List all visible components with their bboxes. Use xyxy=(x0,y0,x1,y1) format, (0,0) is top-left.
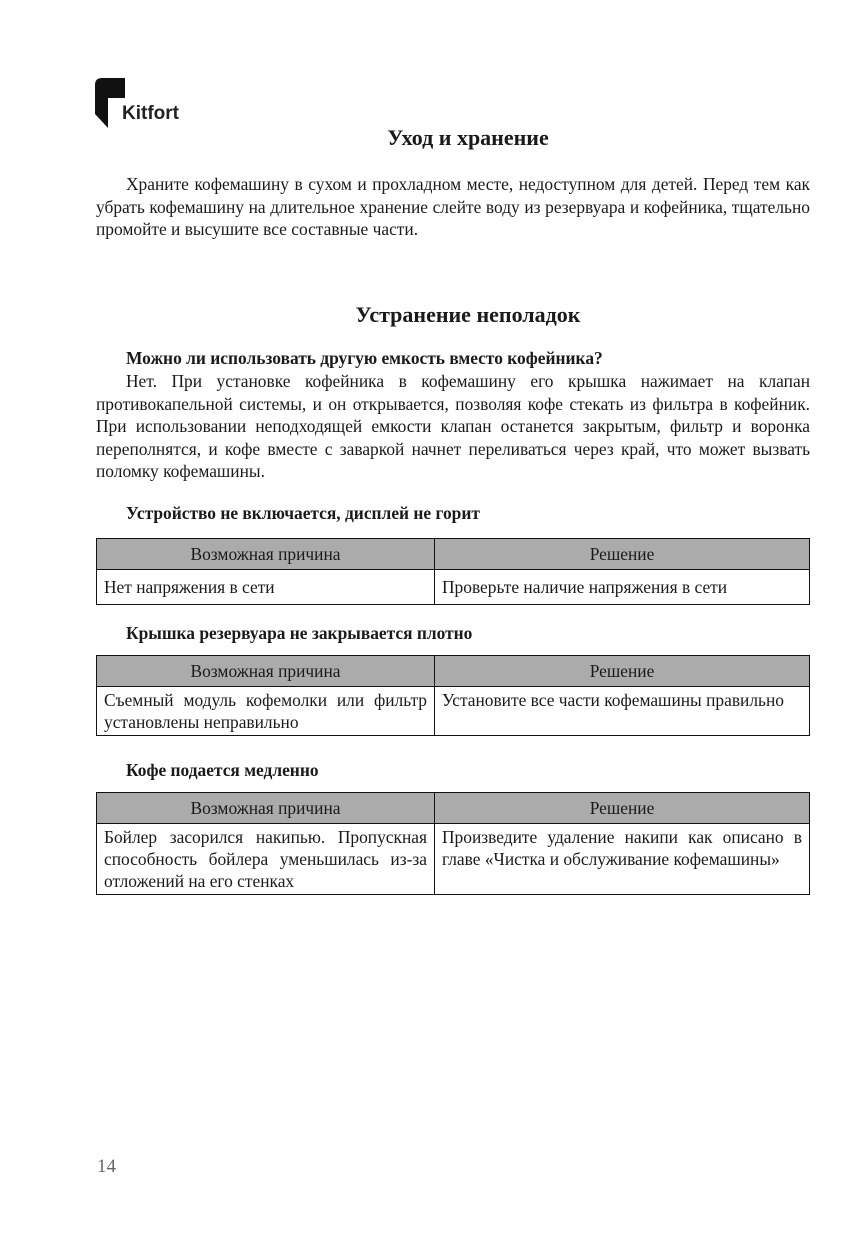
faq-answer: Нет. При установке кофейника в кофемашину его крышка нажимает на клапан противокапельной системы, и он открывается, позволяя кофе стекать из фильтра в кофейник. При использовании неподходящей емкости клапан останется закрытым, фильтр и воронка переполнятся, и кофе вместе с заваркой начнет переливаться через край, что может вызвать поломку кофемашины. xyxy=(96,371,810,481)
column-cause-header: Возможная причина xyxy=(97,656,435,687)
column-solution-header: Решение xyxy=(435,539,810,570)
problem-table xyxy=(96,538,810,605)
problem-title: Устройство не включается, дисплей не горит xyxy=(126,503,480,523)
table-row xyxy=(97,824,810,895)
solution-cell: Произведите удаление накипи как описано в главе «Чистка и обслуживание кофемашины» xyxy=(435,824,810,895)
table-header-row xyxy=(97,656,810,687)
kitfort-logo-icon xyxy=(95,78,125,128)
table-header-row xyxy=(97,539,810,570)
problem-table xyxy=(96,655,810,736)
column-cause-header: Возможная причина xyxy=(97,793,435,824)
logo-text: Kitfort xyxy=(122,103,179,124)
problem-title: Кофе подается медленно xyxy=(126,760,319,780)
solution-cell: Проверьте наличие напряжения в сети xyxy=(435,570,810,605)
column-solution-header: Решение xyxy=(435,793,810,824)
solution-cell: Установите все части кофемашины правильно xyxy=(435,687,810,736)
cause-cell: Бойлер засорился накипью. Пропускная способность бойлера уменьшилась из-за отложений на его стенках xyxy=(97,824,435,895)
troubleshooting-title: Устранение неполадок xyxy=(355,302,581,327)
table-row xyxy=(97,687,810,736)
column-solution-header: Решение xyxy=(435,656,810,687)
cause-cell: Съемный модуль кофемолки или фильтр установлены неправильно xyxy=(97,687,435,736)
care-title: Уход и хранение xyxy=(387,125,549,150)
care-text: Храните кофемашину в сухом и прохладном месте, недоступном для детей. Перед тем как убрать кофемашину на длительное хранение слейте воду из резервуара и кофейника, тщательно промойте и высушите все составные части. xyxy=(96,174,810,239)
problem-table xyxy=(96,792,810,895)
problem-title: Крышка резервуара не закрывается плотно xyxy=(126,623,473,643)
table-row xyxy=(97,570,810,605)
column-cause-header: Возможная причина xyxy=(97,539,435,570)
kitfort-logo xyxy=(95,78,205,128)
faq-question: Можно ли использовать другую емкость вместо кофейника? xyxy=(126,348,603,368)
table-header-row xyxy=(97,793,810,824)
page-number: 14 xyxy=(97,1156,116,1177)
cause-cell: Нет напряжения в сети xyxy=(97,570,435,605)
